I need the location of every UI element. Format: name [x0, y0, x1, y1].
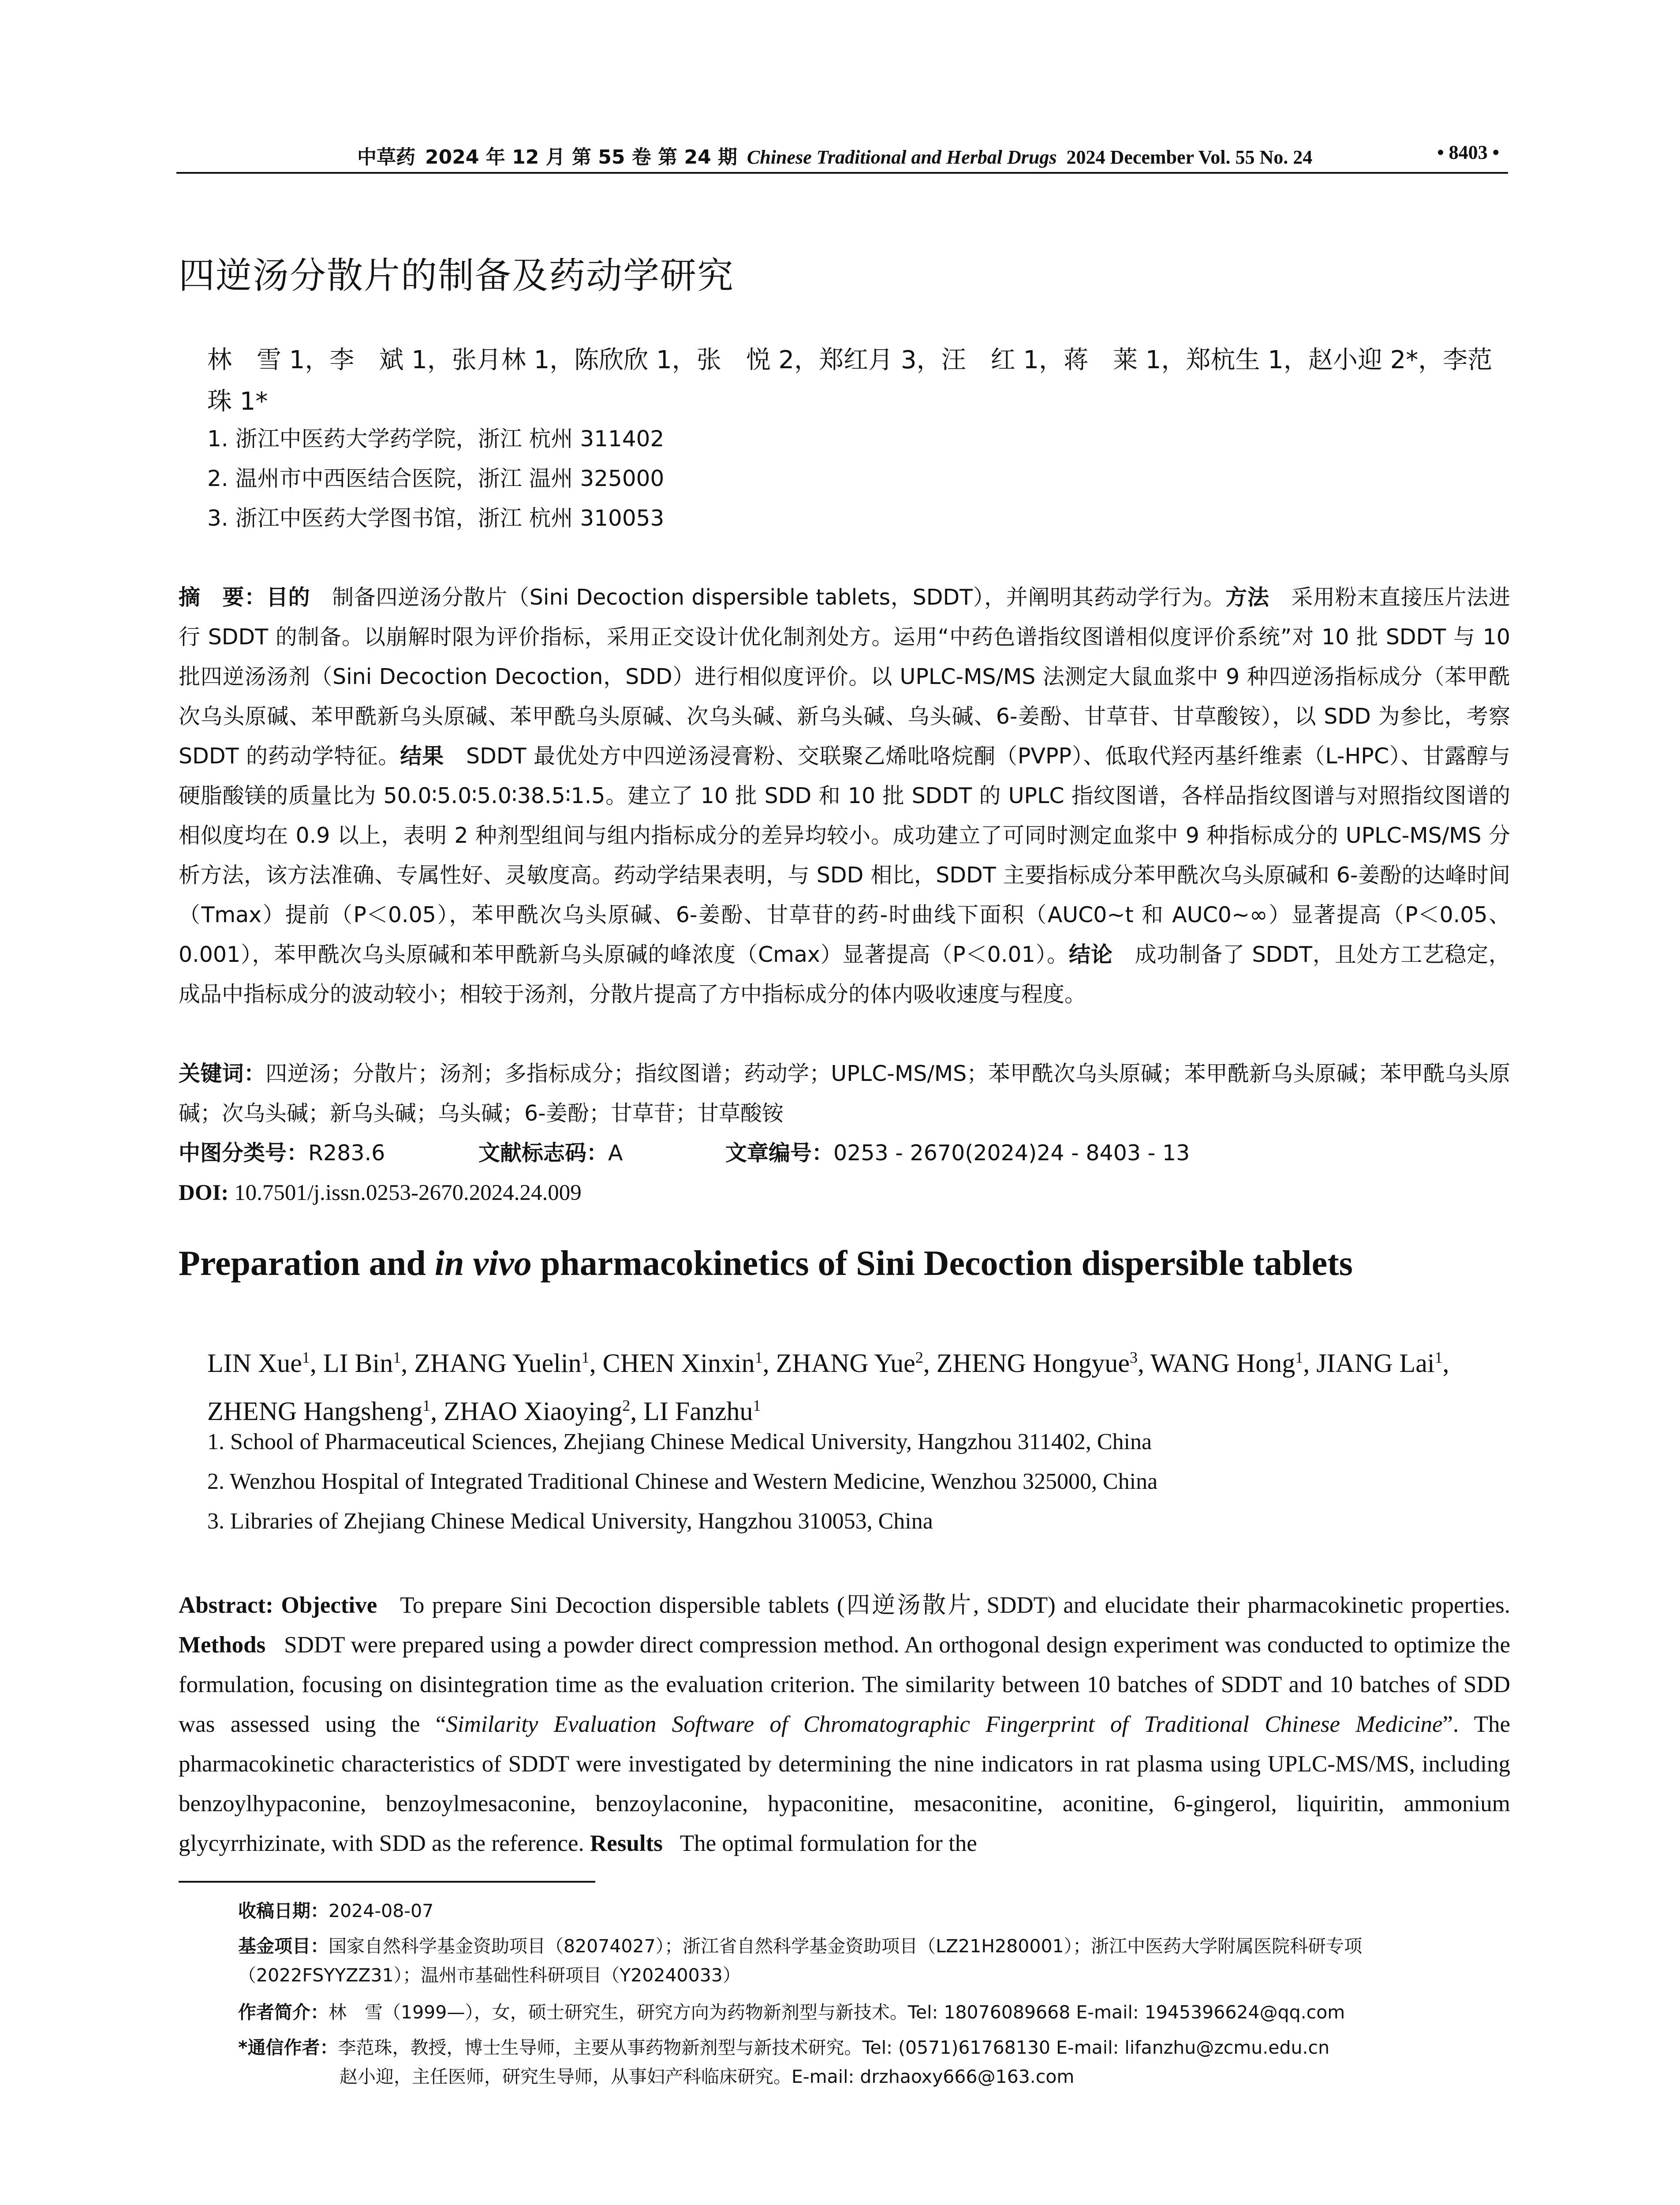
affiliation-en-2: 2. Wenzhou Hospital of Integrated Traditional Chinese and Western Medicine, Wenzhou 325000, China — [207, 1469, 1158, 1494]
author-en — [207, 1349, 310, 1378]
conclusion-label: 结论 — [1068, 942, 1113, 967]
affiliation-en-1: 1. School of Pharmaceutical Sciences, Zhejiang Chinese Medical University, Hangzhou 311402, China — [207, 1429, 1152, 1454]
methods-label: 方法 — [1225, 585, 1269, 610]
article-no-value: 0253 - 2670(2024)24 - 8403 - 13 — [833, 1140, 1190, 1166]
results-text: SDDT 最优处方中四逆汤浸膏粉、交联聚乙烯吡咯烷酮（PVPP）、低取代羟丙基纤维素（L-HPC）、甘露醇与硬脂酸镁的质量比为 50.0∶5.0∶5.0∶38.5∶1.5。建立了 10 批 SDD 和 10 批 SDDT 的 UPLC 指纹图谱，各样品指纹图谱与对照指纹图谱的相似度均在 0.9 以上，表明 2 种剂型组间与组内指标成分的差异均较小。成功建立了可同时测定血浆中 9 种指标成分的 UPLC-MS/MS 分析方法，该方法准确、专属性好、灵敏度高。药动学结果表明，与 SDD 相比，SDDT 主要指标成分苯甲酰次乌头原碱和 6-姜酚的达峰时间（Tmax）提前（P＜0.05），苯甲酰次乌头原碱、6-姜酚、甘草苷的药-时曲线下面积（AUC0~t 和 AUC0~∞）显著提高（P＜0.05、0.001），苯甲酰次乌头原碱和苯甲酰新乌头原碱的峰浓度（Cmax）显著提高（P＜0.01）。 — [179, 744, 1510, 967]
footnote-received — [238, 1896, 1517, 1925]
author-en — [937, 1349, 1138, 1378]
article-no-label: 文章编号： — [725, 1140, 834, 1166]
abstract-en-label: Abstract: Objective — [179, 1592, 377, 1618]
issue-cn: 2024 年 12 月 第 55 卷 第 24 期 — [425, 146, 738, 168]
author-en-name: LI Bin — [323, 1349, 393, 1378]
abstract-en-objective: To prepare Sini Decoction dispersible tablets (四逆汤散片, SDDT) and elucidate their pharmacokinetic properties. — [400, 1592, 1511, 1618]
author-en-affiliation-mark: 1 — [393, 1349, 401, 1366]
abstract-en-methods-b: ”. The pharmacokinetic characteristics of SDDT were investigated by determining the nine indicators in rat plasma using UPLC-MS/MS, including benzoylhypaconine, benzoylmesaconine, benzoylaconine, hypaconitine, mesaconitine, aconitine, 6-gingerol, liquiritin, ammonium glycyrrhizinate, with SDD as the reference. — [179, 1712, 1511, 1856]
title-cn: 四逆汤分散片的制备及药动学研究 — [179, 255, 735, 297]
author-en-name: ZHANG Yue — [776, 1349, 915, 1378]
authors-en: LIN Xue$^1$, LI Bin$^1$, ZHANG Yuelin$^1$, CHEN Xinxin$^1$, ZHANG Yue$^2$, ZHENG Hongyue$^3$, WANG Hong$^1$, JIANG Lai$^1$, ZHENG Hangsheng$^1$, ZHAO Xiaoying$^2$, LI Fanzhu$^1$ — [207, 1349, 1449, 1426]
author-en-name: ZHAO Xiaoying — [444, 1397, 623, 1426]
clc-value: R283.6 — [308, 1140, 385, 1166]
journal-name-en: Chinese Traditional and Herbal Drugs — [747, 146, 1057, 168]
author-en-affiliation-mark: 1 — [754, 1349, 763, 1366]
author-en — [1316, 1349, 1442, 1378]
page-number: • 8403 • — [1437, 142, 1499, 163]
corr-label: *通信作者： — [238, 2037, 338, 2058]
title-en-part3: pharmacokinetics of Sini Decoction dispersible tablets — [531, 1244, 1353, 1283]
doi-value: 10.7501/j.issn.0253-2670.2024.24.009 — [234, 1181, 582, 1205]
running-header — [176, 140, 1508, 174]
author-en-name: ZHENG Hangsheng — [207, 1397, 423, 1426]
author-en — [323, 1349, 401, 1378]
objective-label: 目的 — [266, 585, 310, 610]
author-en-affiliation-mark: 1 — [1434, 1349, 1443, 1366]
author-en-affiliation-mark: 1 — [753, 1397, 761, 1414]
keywords-cn — [179, 1054, 1510, 1133]
author-en-name: ZHENG Hongyue — [936, 1349, 1130, 1378]
doi-label: DOI: — [179, 1181, 229, 1205]
keywords-text: 四逆汤；分散片；汤剂；多指标成分；指纹图谱；药动学；UPLC-MS/MS；苯甲酰次乌头原碱；苯甲酰新乌头原碱；苯甲酰乌头原碱；次乌头碱；新乌头碱；乌头碱；6-姜酚；甘草苷；甘草酸铵 — [179, 1061, 1510, 1126]
issue-en: 2024 December Vol. 55 No. 24 — [1066, 146, 1313, 168]
affiliation-cn-2: 2. 温州市中西医结合医院，浙江 温州 325000 — [207, 466, 665, 491]
author-en-name: ZHANG Yuelin — [414, 1349, 582, 1378]
author-en-affiliation-mark: 1 — [422, 1397, 431, 1414]
author-en-affiliation-mark: 2 — [915, 1349, 923, 1366]
fund-label: 基金项目： — [238, 1936, 329, 1957]
abstract-en-results-label: Results — [590, 1831, 663, 1856]
author-en-name: LIN Xue — [207, 1349, 302, 1378]
corr-text-1: 李范珠，教授，博士生导师，主要从事药物新剂型与新技术研究。Tel: (0571)61768130 E-mail: lifanzhu@zcmu.edu.cn — [338, 2037, 1330, 2058]
affiliations-en — [207, 1422, 1486, 1541]
bio-text: 林 雪（1999—），女，硕士研究生，研究方向为药物新剂型与新技术。Tel: 18076089668 E-mail: 1945396624@qq.com — [329, 2002, 1345, 2023]
abstract-en — [179, 1585, 1510, 1863]
footnote-bio — [238, 1998, 1517, 2027]
journal-name-cn: 中草药 — [357, 146, 415, 168]
title-en-part1: Preparation and — [179, 1244, 435, 1283]
methods-text: 采用粉末直接压片法进行 SDDT 的制备。以崩解时限为评价指标，采用正交设计优化制剂处方。运用“中药色谱指纹图谱相似度评价系统”对 10 批 SDDT 与 10 批四逆汤汤剂（Sini Decoction Decoction，SDD）进行相似度评价。以 UPLC-MS/MS 法测定大鼠血浆中 9 种四逆汤指标成分（苯甲酰次乌头原碱、苯甲酰新乌头原碱、苯甲酰乌头原碱、次乌头碱、新乌头碱、乌头碱、6-姜酚、甘草苷、甘草酸铵），以 SDD 为参比，考察 SDDT 的药动学特征。 — [179, 585, 1510, 769]
author-en — [643, 1397, 761, 1426]
author-en — [444, 1397, 630, 1426]
clc-label: 中图分类号： — [179, 1140, 309, 1166]
affiliation-en-3: 3. Libraries of Zhejiang Chinese Medical University, Hangzhou 310053, China — [207, 1509, 933, 1534]
author-en-name: LI Fanzhu — [643, 1397, 753, 1426]
author-en-name: JIANG Lai — [1316, 1349, 1435, 1378]
received-label: 收稿日期： — [238, 1900, 329, 1921]
affiliation-cn-1: 1. 浙江中医药大学药学院，浙江 杭州 311402 — [207, 426, 665, 452]
author-en — [1150, 1349, 1303, 1378]
footnote-funding — [238, 1932, 1517, 1990]
abstract-cn-label: 摘 要： — [179, 585, 266, 610]
author-en — [776, 1349, 923, 1378]
fund-text: 国家自然科学基金资助项目（82074027）；浙江省自然科学基金资助项目（LZ21H280001）；浙江中医药大学附属医院科研专项（2022FSYYZZ31）；温州市基础性科研项目（Y20240033） — [238, 1936, 1363, 1986]
bio-label: 作者简介： — [238, 2002, 329, 2023]
received-date: 2024-08-07 — [329, 1900, 434, 1921]
conclusion-text: 成功制备了 SDDT，且处方工艺稳定，成品中指标成分的波动较小；相较于汤剂，分散片提高了方中指标成分的体内吸收速度与程度。 — [179, 942, 1510, 1007]
footnote-divider — [179, 1881, 595, 1883]
affiliation-cn-3: 3. 浙江中医药大学图书馆，浙江 杭州 310053 — [207, 505, 665, 531]
author-en-name: WANG Hong — [1150, 1349, 1295, 1378]
author-en-affiliation-mark: 1 — [581, 1349, 590, 1366]
author-en-name: CHEN Xinxin — [602, 1349, 755, 1378]
author-en-affiliation-mark: 3 — [1129, 1349, 1138, 1366]
footnote-corresponding — [238, 2033, 1517, 2091]
abstract-en-software-name: Similarity Evaluation Software of Chromatographic Fingerprint of Traditional Chinese Medicine — [446, 1712, 1443, 1737]
author-en — [414, 1349, 589, 1378]
authors-cn: 林 雪 1，李 斌 1，张月林 1，陈欣欣 1，张 悦 2，郑红月 3，汪 红 1，蒋 莱 1，郑杭生 1，赵小迎 2*，李范珠 1* — [207, 346, 1493, 416]
abstract-en-methods-label: Methods — [179, 1632, 266, 1658]
doi-line — [179, 1173, 1510, 1213]
keywords-label: 关键词： — [179, 1061, 266, 1086]
author-en-affiliation-mark: 1 — [1295, 1349, 1303, 1366]
affiliations-cn — [207, 419, 1486, 538]
author-en-affiliation-mark: 1 — [302, 1349, 310, 1366]
title-en-italic: in vivo — [434, 1244, 532, 1283]
abstract-cn — [179, 578, 1510, 1014]
running-header-left — [357, 141, 1312, 169]
abstract-en-results: The optimal formulation for the — [679, 1831, 977, 1856]
author-en-affiliation-mark: 2 — [622, 1397, 631, 1414]
results-label: 结果 — [400, 744, 444, 769]
abstract-en-methods-a: SDDT were prepared using a powder direct compression method. An orthogonal design experiment was conducted to optimize the formulation, focusing on disintegration time as the evaluation criterion. The similarity between 10 batches of SDDT and 10 batches of SDD was assessed using the “ — [179, 1632, 1510, 1737]
title-en — [179, 1244, 1353, 1284]
doc-code-value: A — [608, 1140, 623, 1166]
corr-text-2: 赵小迎，主任医师，研究生导师，从事妇产科临床研究。E-mail: drzhaoxy666@163.com — [340, 2066, 1075, 2087]
author-en — [207, 1397, 430, 1426]
objective-text: 制备四逆汤分散片（Sini Decoction dispersible tablets，SDDT），并阐明其药动学行为。 — [332, 585, 1226, 610]
doc-code-label: 文献标志码： — [478, 1140, 609, 1166]
classification-line — [179, 1133, 1510, 1173]
author-en — [603, 1349, 763, 1378]
